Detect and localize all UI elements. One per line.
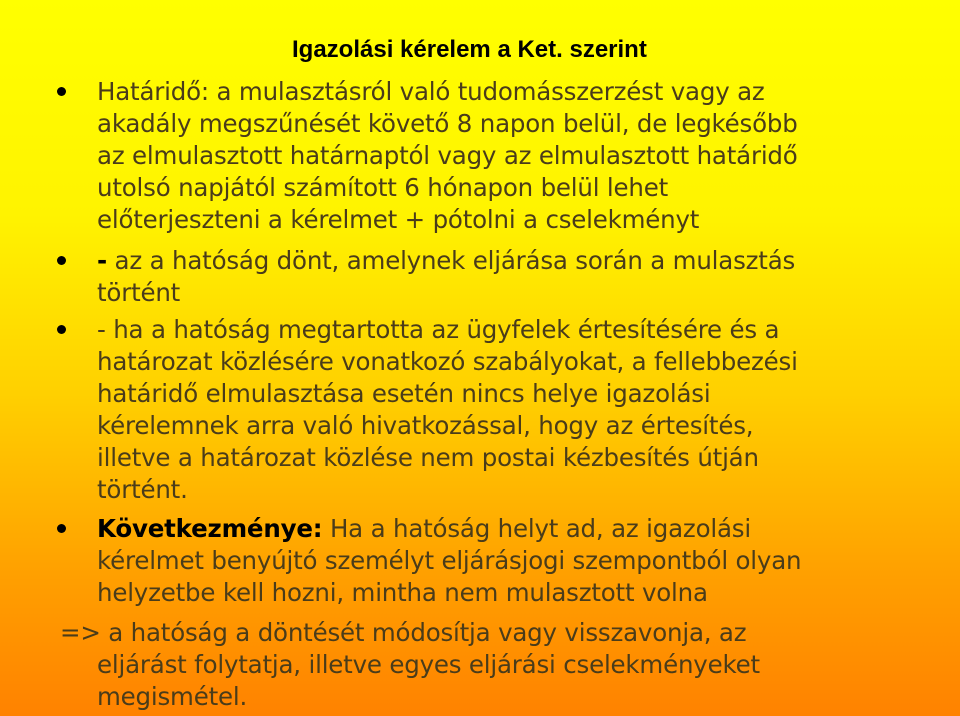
text-line: kérelemnek arra való hivatkozással, hogy az értesítés, bbox=[97, 411, 754, 440]
text-line: előterjeszteni a kérelmet + pótolni a cselekményt bbox=[97, 205, 700, 234]
consequence-label: Következménye: bbox=[97, 514, 323, 543]
text-line: helyzetbe kell hozni, mintha nem mulasztott volna bbox=[97, 578, 708, 607]
bold-dash: - bbox=[97, 246, 107, 275]
text-line bbox=[97, 245, 917, 277]
text-line: illetve a határozat közlése nem postai kézbesítés útján bbox=[97, 443, 759, 472]
text-line: az elmulasztott határnaptól vagy az elmulasztott határidő bbox=[97, 141, 798, 170]
text-line: - ha a hatóság megtartotta az ügyfelek értesítésére és a bbox=[97, 315, 780, 344]
text-line: történt. bbox=[97, 475, 188, 504]
text-line bbox=[97, 513, 917, 545]
text-line: => a hatóság a döntését módosítja vagy visszavonja, az bbox=[60, 618, 747, 647]
text-line: utolsó napjától számított 6 hónapon belül lehet bbox=[97, 173, 669, 202]
text-run: az a hatóság dönt, amelynek eljárása során a mulasztás bbox=[106, 246, 796, 275]
text-line: határozat közlésére vonatkozó szabályokat, a fellebbezési bbox=[97, 347, 798, 376]
bullet-consequence bbox=[97, 513, 917, 609]
text-line: határidő elmulasztása esetén nincs helye igazolási bbox=[97, 379, 711, 408]
bullet-exception bbox=[97, 314, 917, 506]
text-line: Határidő: a mulasztásról való tudomásszerzést vagy az bbox=[97, 77, 765, 106]
bullet-deadline bbox=[97, 76, 917, 236]
text-run: Ha a hatóság helyt ad, az igazolási bbox=[322, 514, 751, 543]
text-line: történt bbox=[97, 278, 181, 307]
text-line: megismétel. bbox=[97, 682, 248, 711]
text-line: akadály megszűnését követő 8 napon belül, de legkésőbb bbox=[97, 109, 798, 138]
slide-title: Igazolási kérelem a Ket. szerint bbox=[292, 36, 647, 63]
text-line: kérelmet benyújtó személyt eljárásjogi szempontból olyan bbox=[97, 546, 802, 575]
text-line: eljárást folytatja, illetve egyes eljárási cselekményeket bbox=[97, 650, 760, 679]
conclusion-block bbox=[60, 617, 930, 713]
bullet-authority bbox=[97, 245, 917, 309]
